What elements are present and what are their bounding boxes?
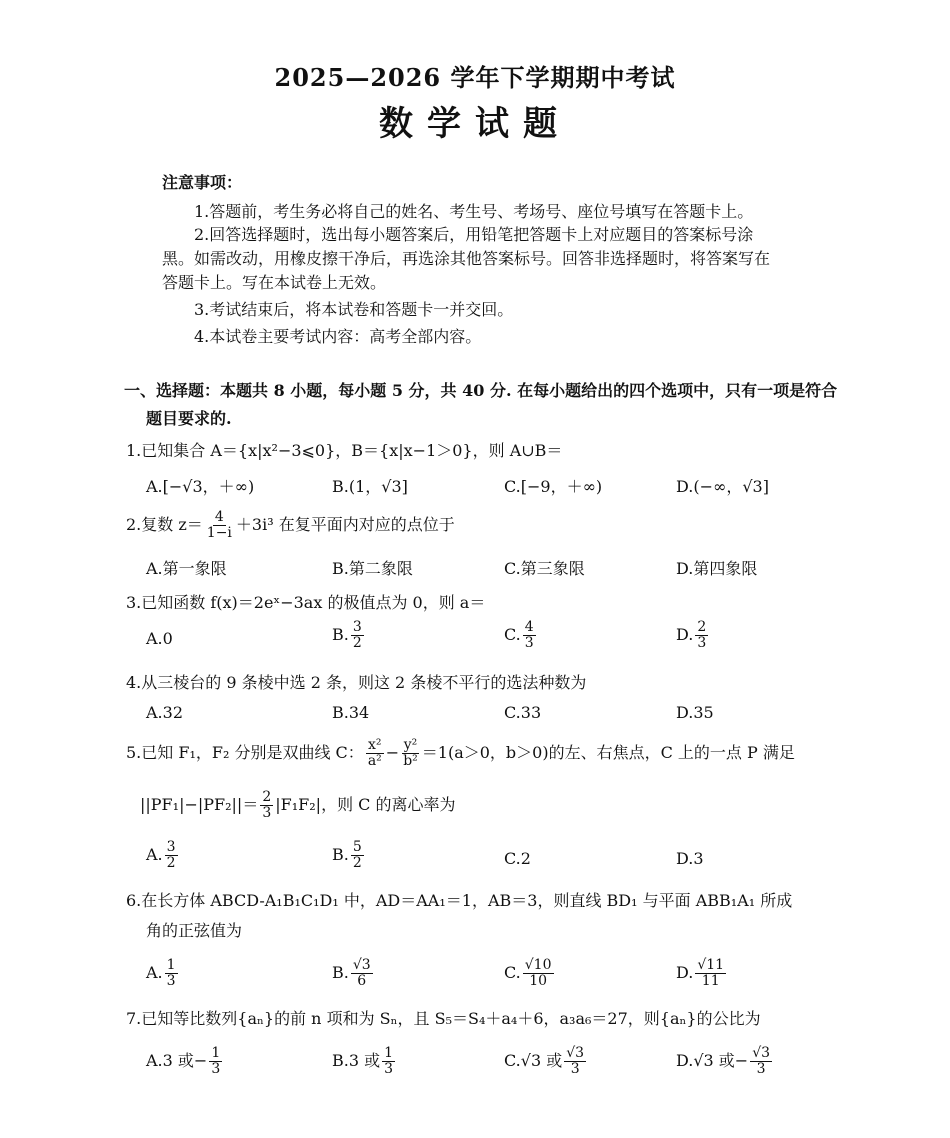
frac-den: 3 (211, 1061, 221, 1077)
q5-stem-prefix: 5.已知 F₁，F₂ 分别是双曲线 C： (126, 743, 364, 762)
q2-option-a: A.第一象限 (146, 559, 227, 578)
frac-den: b² (403, 753, 418, 769)
frac-den: 11 (701, 973, 720, 989)
q4-option-a: A.32 (146, 703, 183, 722)
frac-den: 3 (384, 1061, 394, 1077)
minus-sign: − (385, 743, 400, 762)
frac-den: 3 (524, 635, 534, 651)
question-6-stem-cont: 角的正弦值为 (146, 921, 243, 940)
frac-num: 1 (211, 1045, 221, 1061)
question-4-stem: 4.从三棱台的 9 条棱中选 2 条，则这 2 条棱不平行的选法种数为 (126, 673, 587, 692)
q5-stem-suffix: ＝1(a＞0，b＞0)的左、右焦点，C 上的一点 P 满足 (421, 743, 795, 762)
option-fraction (209, 1046, 222, 1077)
q7-option-c (504, 1046, 588, 1077)
frac-den: 3 (262, 805, 272, 821)
q2-fraction (205, 510, 234, 541)
q6-option-a (146, 958, 180, 989)
option-letter: C. (504, 963, 521, 982)
question-1-stem: 1.已知集合 A＝{x|x²−3⩽0}，B＝{x|x−1＞0}，则 A∪B＝ (126, 441, 563, 460)
q1-option-b: B.(1，√3] (332, 477, 408, 496)
frac-num: y² (403, 737, 418, 753)
q5-frac-y (401, 738, 420, 769)
question-6-stem: 6.在长方体 ABCD-A₁B₁C₁D₁ 中，AD＝AA₁＝1，AB＝3，则直线 BD₁ 与平面 ABB₁A₁ 所成 (126, 891, 793, 910)
q5-option-b (332, 840, 366, 871)
frac-num: √10 (524, 957, 552, 973)
q5-line2-frac (260, 790, 273, 821)
frac-num: √3 (352, 957, 371, 973)
frac-den: 3 (697, 635, 707, 651)
q6-option-d (676, 958, 728, 989)
frac-den: 3 (570, 1061, 580, 1077)
q2-stem-suffix: ＋3i³ 在复平面内对应的点位于 (235, 515, 455, 534)
option-letter: C. (504, 625, 521, 644)
frac-num: √3 (752, 1045, 771, 1061)
q5-line2-suffix: |F₁F₂|，则 C 的离心率为 (275, 795, 456, 814)
option-fraction (382, 1046, 395, 1077)
option-fraction (165, 958, 178, 989)
q5-option-d: D.3 (676, 849, 704, 868)
q1-option-a: A.[−√3，＋∞) (146, 477, 255, 496)
option-letter: D. (676, 963, 694, 982)
option-fraction (523, 958, 554, 989)
option-letter: D. (676, 625, 694, 644)
question-3-stem: 3.已知函数 f(x)＝2eˣ−3ax 的极值点为 0，则 a＝ (126, 593, 486, 612)
q5-option-a (146, 840, 180, 871)
q1-option-c: C.[−9，＋∞) (504, 477, 603, 496)
q7-option-d (676, 1046, 774, 1077)
q4-option-b: B.34 (332, 703, 370, 722)
frac-den: 6 (357, 973, 367, 989)
q4-option-d: D.35 (676, 703, 714, 722)
frac-den: 3 (756, 1061, 766, 1077)
option-letter: B. (332, 845, 349, 864)
frac-den: 2 (352, 635, 362, 651)
option-fraction (564, 1046, 586, 1077)
q1-option-d: D.(−∞，√3] (676, 477, 769, 496)
option-fraction (351, 840, 364, 871)
frac-den: a² (367, 753, 382, 769)
q3-option-d (676, 620, 710, 651)
frac-num: 4 (524, 619, 534, 635)
notes-item: 3.考试结束后，将本试卷和答题卡一并交回。 (194, 300, 514, 319)
option-letter: B.3 或 (332, 1051, 381, 1070)
option-fraction (165, 840, 178, 871)
question-5-stem (126, 738, 795, 769)
notes-item: 2.回答选择题时，选出每小题答案后，用铅笔把答题卡上对应题目的答案标号涂 (194, 225, 754, 244)
q3-option-c (504, 620, 538, 651)
exam-subject-title: 数学试题 (379, 104, 571, 144)
option-letter: A. (146, 845, 163, 864)
question-2-stem (126, 510, 455, 541)
section-heading-cont: 题目要求的. (146, 409, 232, 428)
q2-option-d: D.第四象限 (676, 559, 758, 578)
q5-frac-x (366, 738, 384, 769)
frac-num: √11 (697, 957, 725, 973)
frac-num: 1 (384, 1045, 394, 1061)
option-letter: A.3 或− (146, 1051, 208, 1070)
option-fraction (750, 1046, 772, 1077)
frac-num: 2 (697, 619, 707, 635)
q2-frac-num: 4 (214, 509, 224, 525)
q5-option-c: C.2 (504, 849, 531, 868)
q3-option-b (332, 620, 366, 651)
q7-option-b (332, 1046, 397, 1077)
frac-den: 10 (529, 973, 548, 989)
exam-title: 2025—2026 学年下学期期中考试 (274, 63, 676, 92)
option-letter: B. (332, 625, 349, 644)
frac-den: 3 (166, 973, 176, 989)
notes-heading: 注意事项： (162, 173, 243, 192)
frac-num: 3 (166, 839, 176, 855)
frac-num: 5 (352, 839, 362, 855)
question-7-stem: 7.已知等比数列{aₙ}的前 n 项和为 Sₙ，且 S₅＝S₄＋a₄＋6，a₃a₆＝27，则{aₙ}的公比为 (126, 1009, 761, 1028)
frac-num: 3 (352, 619, 362, 635)
q3-option-a: A.0 (146, 629, 173, 648)
q2-stem-prefix: 2.复数 z＝ (126, 515, 203, 534)
option-letter: B. (332, 963, 349, 982)
option-letter: D.√3 或− (676, 1051, 749, 1070)
q2-option-b: B.第二象限 (332, 559, 413, 578)
q6-option-c (504, 958, 556, 989)
option-fraction (695, 958, 726, 989)
frac-den: 2 (352, 855, 362, 871)
option-fraction (695, 620, 708, 651)
option-fraction (523, 620, 536, 651)
question-5-line2 (140, 790, 455, 821)
q7-option-a (146, 1046, 224, 1077)
frac-num: 1 (166, 957, 176, 973)
notes-item: 答题卡上。写在本试卷上无效。 (162, 273, 387, 292)
option-letter: C.√3 或 (504, 1051, 563, 1070)
notes-item: 1.答题前，考生务必将自己的姓名、考生号、考场号、座位号填写在答题卡上。 (194, 202, 754, 221)
q6-option-b (332, 958, 375, 989)
option-fraction (351, 620, 364, 651)
section-heading: 一、选择题：本题共 8 小题，每小题 5 分，共 40 分. 在每小题给出的四个选项中，只有一项是符合 (124, 381, 838, 400)
frac-num: x² (368, 737, 382, 753)
notes-item: 4.本试卷主要考试内容：高考全部内容。 (194, 327, 482, 346)
q2-option-c: C.第三象限 (504, 559, 585, 578)
option-letter: A. (146, 963, 163, 982)
frac-den: 2 (166, 855, 176, 871)
q2-frac-den: 1−i (206, 525, 232, 541)
notes-item: 黑。如需改动，用橡皮擦干净后，再选涂其他答案标号。回答非选择题时，将答案写在 (162, 249, 771, 268)
q4-option-c: C.33 (504, 703, 542, 722)
frac-num: √3 (566, 1045, 585, 1061)
frac-num: 2 (262, 789, 272, 805)
q5-line2-prefix: ||PF₁|−|PF₂||＝ (140, 795, 259, 814)
option-fraction (351, 958, 373, 989)
